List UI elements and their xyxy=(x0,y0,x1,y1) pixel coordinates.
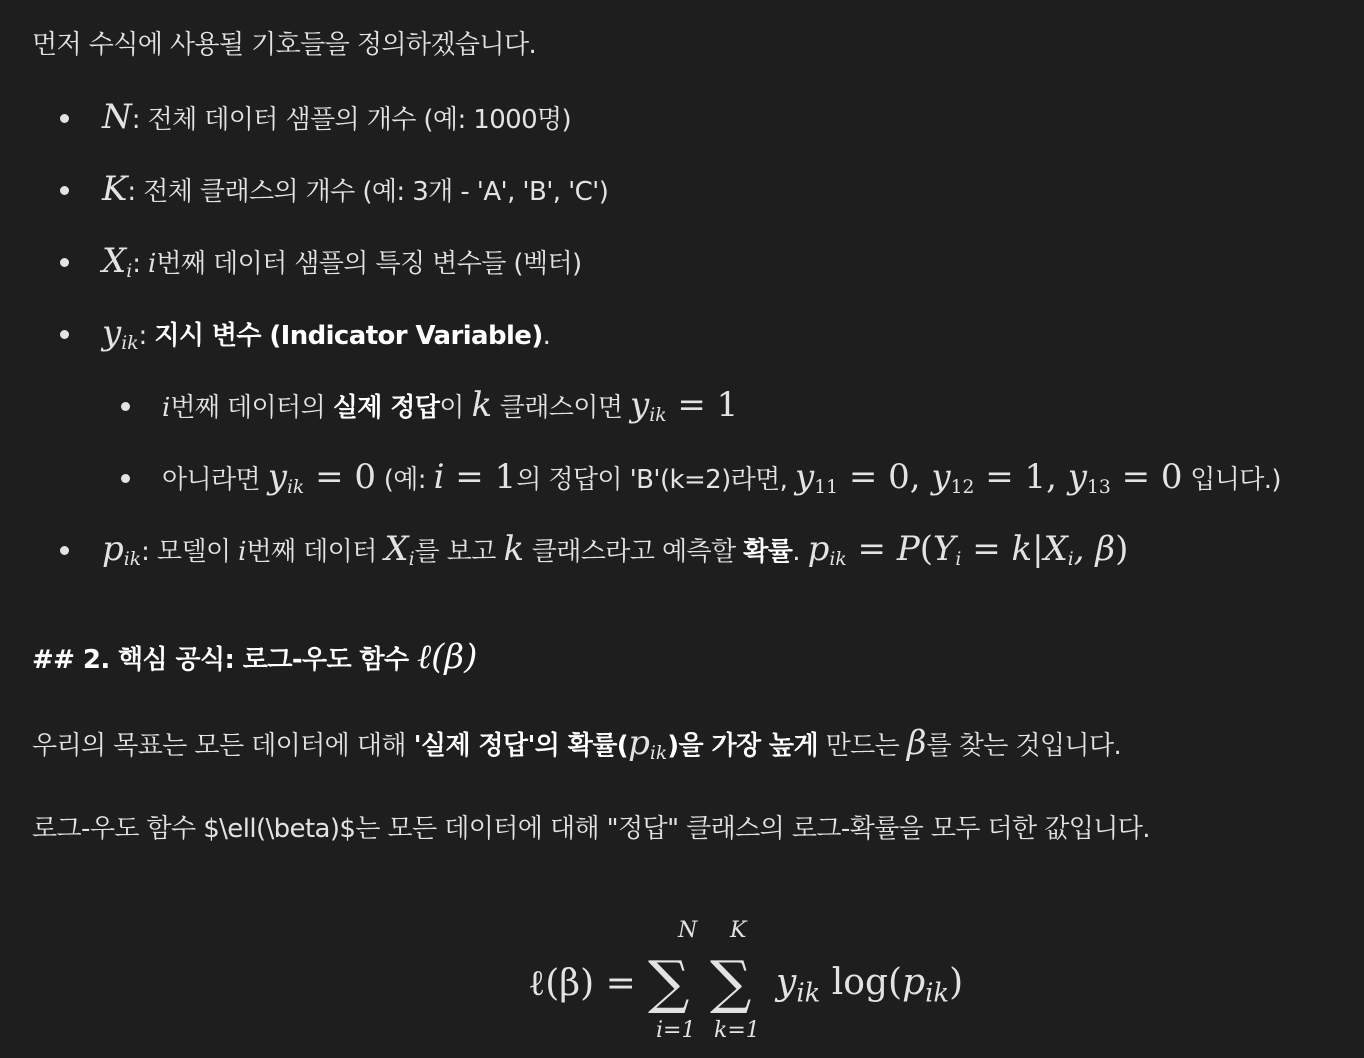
math-y: y xyxy=(267,457,287,497)
math-y: y xyxy=(794,457,815,497)
def-y-sub1 xyxy=(162,385,739,427)
symbol-y: y xyxy=(102,313,122,353)
math-p: p xyxy=(807,529,830,569)
def-p-text-1: 모델이 xyxy=(156,537,239,567)
para1-bold-2: )을 가장 높게 xyxy=(667,731,818,761)
math-mid: = k| xyxy=(961,529,1044,569)
def-n xyxy=(102,97,572,137)
math-P: P xyxy=(896,529,920,569)
def-n-text: : 전체 데이터 샘플의 개수 (예: 1000명) xyxy=(131,105,572,135)
bullet-dot xyxy=(60,114,69,123)
sum2-upper: K xyxy=(730,918,747,943)
math-X-sub: i xyxy=(1067,549,1074,571)
heading-math: ℓ(β) xyxy=(417,637,478,677)
math-eq: = xyxy=(846,529,897,569)
sub2-text-1: 아니라면 xyxy=(162,465,268,495)
para1-text-1: 우리의 목표는 모든 데이터에 대해 xyxy=(32,731,414,761)
symbol-n: N xyxy=(102,97,132,137)
math-X: X xyxy=(1043,529,1068,569)
math-paren-close: ) xyxy=(1115,529,1129,569)
sub1-text-2: 이 xyxy=(439,393,472,423)
log-likelihood-formula xyxy=(524,918,964,1048)
para1-text-2: 만드는 xyxy=(817,731,907,761)
sub1-text-1: 번째 데이터의 xyxy=(170,393,333,423)
formula-y-sub: ik xyxy=(796,978,821,1009)
math-eq-rest: = 1 xyxy=(444,457,517,497)
math-p: p xyxy=(628,723,650,763)
paragraph-loglik: 로그-우도 함수 $\ell(\beta)$는 모든 데이터에 대해 "정답" 클래스의 로그-확률을 모두 더한 값입니다. xyxy=(32,814,1150,844)
bullet-dot xyxy=(60,330,69,339)
symbol-i: i xyxy=(433,457,445,497)
def-p-text-3: 를 보고 xyxy=(414,537,504,567)
def-x xyxy=(102,241,582,283)
formula-p-sub: ik xyxy=(925,978,950,1009)
def-p-colon: : xyxy=(141,537,157,567)
para1-bold-1: '실제 정답'의 확률( xyxy=(413,731,629,761)
symbol-x-sub: i xyxy=(408,549,415,571)
def-y-sub2 xyxy=(162,457,1281,499)
def-p-text-2: 번째 데이터 xyxy=(246,537,385,567)
formula-p: p xyxy=(902,962,926,1003)
sum2-sigma: ∑ xyxy=(710,948,752,1016)
sum1-lower: i=1 xyxy=(656,1018,696,1043)
formula-term xyxy=(776,962,964,1009)
def-x-colon: : xyxy=(132,249,149,279)
math-eq-rest: = 1 xyxy=(666,385,739,425)
symbol-i: i xyxy=(238,537,247,567)
math-eq-rest: = 0 xyxy=(304,457,377,497)
sub1-bold: 실제 정답 xyxy=(332,393,440,423)
sub2-text-3: 의 정답이 'B'(k=2)라면, xyxy=(516,465,795,495)
math-p-sub: ik xyxy=(829,549,847,571)
heading-text: ## 2. 핵심 공식: 로그-우도 함수 xyxy=(32,645,417,675)
formula-close: ) xyxy=(949,962,964,1003)
math-eq-rest: = 0, xyxy=(838,457,932,497)
def-p-text-4: 클래스라고 예측할 xyxy=(524,537,744,567)
bullet-dot xyxy=(60,258,69,267)
math-y-sub: ik xyxy=(649,405,667,427)
math-Y: Y xyxy=(932,529,956,569)
sub2-text-4: 입니다.) xyxy=(1182,465,1281,495)
sum1-upper: N xyxy=(678,918,698,943)
math-eq-rest: = 1, xyxy=(974,457,1068,497)
bullet-dot xyxy=(60,546,69,555)
symbol-x: X xyxy=(102,241,127,281)
symbol-i: i xyxy=(148,249,157,279)
formula-lhs: ℓ(β) = xyxy=(528,963,636,1004)
def-p-bold: 확률 xyxy=(743,537,793,567)
symbol-k: K xyxy=(102,169,128,209)
sub-bullet-dot xyxy=(121,474,130,483)
math-y-sub: ik xyxy=(286,477,305,499)
symbol-x-sub: i xyxy=(126,261,133,283)
def-p-end: . xyxy=(792,537,808,567)
def-k-text: : 전체 클래스의 개수 (예: 3개 - 'A', 'B', 'C') xyxy=(127,177,609,207)
math-rest: , β xyxy=(1073,529,1116,569)
def-y-colon: : xyxy=(138,321,155,351)
math-Y-sub: i xyxy=(955,549,962,571)
math-y: y xyxy=(630,385,650,425)
math-y-sub: 11 xyxy=(814,477,839,499)
formula-y: y xyxy=(776,962,797,1003)
math-paren-open: ( xyxy=(919,529,933,569)
symbol-x: X xyxy=(384,529,409,569)
math-y: y xyxy=(931,457,951,497)
math-y-sub: 13 xyxy=(1086,477,1111,499)
formula-log: log( xyxy=(831,962,903,1003)
paragraph-goal xyxy=(32,723,1122,765)
sub1-text-3: 클래스이면 xyxy=(492,393,631,423)
sum1-sigma: ∑ xyxy=(648,948,690,1016)
def-x-text: 번째 데이터 샘플의 특징 변수들 (벡터) xyxy=(156,249,582,279)
math-y-sub: 12 xyxy=(950,477,975,499)
def-y-bold: 지시 변수 (Indicator Variable) xyxy=(154,321,543,351)
bullet-dot xyxy=(60,186,69,195)
intro-text: 먼저 수식에 사용될 기호들을 정의하겠습니다. xyxy=(32,30,537,60)
symbol-i: i xyxy=(162,393,171,423)
math-beta: β xyxy=(906,723,927,763)
symbol-k: k xyxy=(503,529,525,569)
symbol-k: k xyxy=(471,385,493,425)
math-p-sub: ik xyxy=(649,743,668,765)
symbol-y-sub: ik xyxy=(121,333,139,355)
symbol-p: p xyxy=(102,529,124,569)
para1-text-3: 를 찾는 것입니다. xyxy=(926,731,1122,761)
section-heading xyxy=(32,637,478,677)
def-y xyxy=(102,313,551,355)
def-k xyxy=(102,169,609,209)
sub-bullet-dot xyxy=(121,402,130,411)
sum2-lower: k=1 xyxy=(714,1018,760,1043)
math-eq-rest: = 0 xyxy=(1110,457,1183,497)
def-y-end: . xyxy=(542,321,551,351)
sub2-text-2: (예: xyxy=(376,465,434,495)
symbol-p-sub: ik xyxy=(123,549,142,571)
def-p xyxy=(102,529,1129,571)
math-y: y xyxy=(1067,457,1087,497)
